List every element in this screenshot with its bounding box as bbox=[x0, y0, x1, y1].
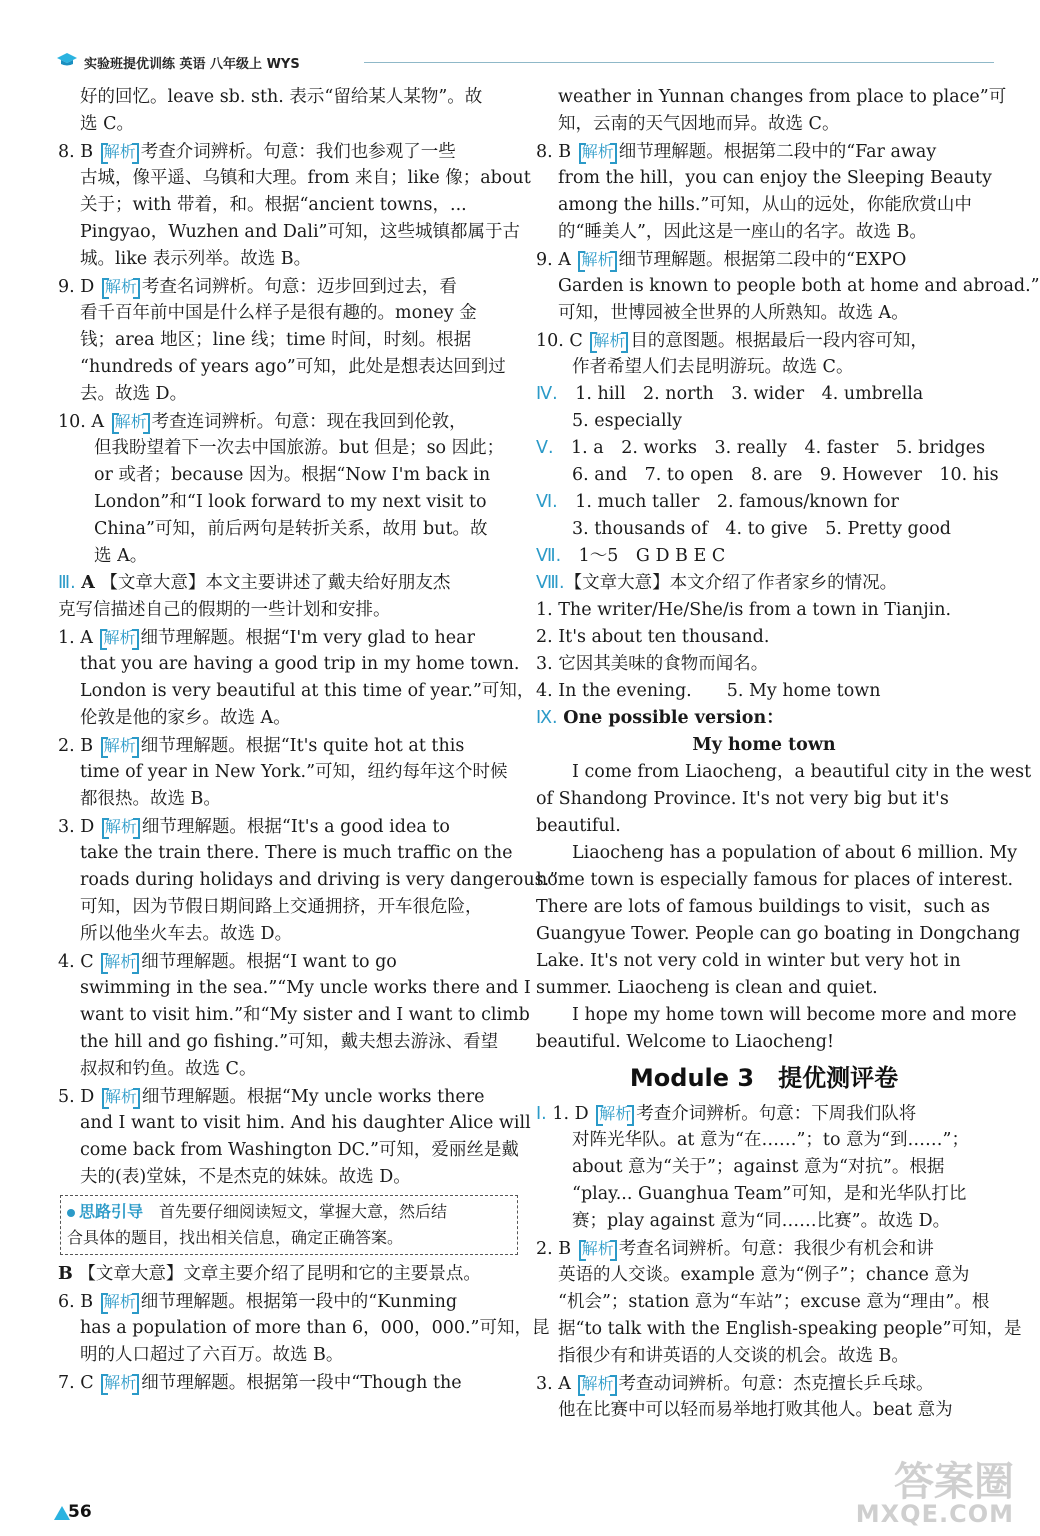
essay-line: home town is especially famous for places of interest. bbox=[536, 870, 1014, 890]
text-line: 3. 它因其美味的食物而闻名。 bbox=[536, 654, 769, 674]
roman-numeral: Ⅰ. bbox=[536, 1104, 547, 1124]
analysis-tag: 解析 bbox=[596, 1100, 634, 1127]
text-line: 克写信描述自己的假期的一些计划和安排。 bbox=[58, 600, 391, 620]
tip-line: 合具体的题目，找出相关信息，确定正确答案。 bbox=[67, 1228, 404, 1247]
module-answer-3: 3. A 解析 考查动词辨析。句意：杰克擅长乒乓球。 bbox=[536, 1370, 992, 1397]
tip-line: 思路引导 首先要仔细阅读短文，掌握大意，然后结 bbox=[67, 1199, 511, 1225]
text-line: 4. In the evening. 5. My home town bbox=[536, 681, 881, 701]
essay-line: summer. Liaocheng is clean and quiet. bbox=[536, 978, 878, 998]
page-header bbox=[52, 44, 992, 72]
text-line: has a population of more than 6，000，000.”可知，昆 bbox=[80, 1318, 550, 1338]
text-line: 但我盼望着下一次去中国旅游。but 但是；so 因此； bbox=[94, 438, 505, 458]
text-line: 他在比赛中可以轻而易举地打败其他人。beat 意为 bbox=[558, 1400, 953, 1420]
text-line: take the train there. There is much traffic on the bbox=[80, 843, 513, 863]
section-b-header: B 【文章大意】文章主要介绍了昆明和它的主要景点。 bbox=[58, 1264, 481, 1284]
analysis-tag: 解析 bbox=[101, 732, 139, 759]
analysis-tag: 解析 bbox=[102, 813, 140, 840]
essay-line: Liaocheng has a population of about 6 million. My bbox=[572, 843, 1018, 863]
text-line: 英语的人交谈。example 意为“例子”；chance 意为 bbox=[558, 1265, 970, 1285]
text-line: 好的回忆。leave sb. sth. 表示“留给某人某物”。故 bbox=[80, 87, 483, 107]
text-line: roads during holidays and driving is very dangerous.” bbox=[80, 870, 559, 890]
answer-6: 6. B 解析 细节理解题。根据第一段中的“Kunming bbox=[58, 1288, 518, 1315]
text-line: 2. It's about ten thousand. bbox=[536, 627, 770, 647]
text-line: 对阵光华队。at 意为“在……”；to 意为“到……”； bbox=[572, 1130, 969, 1150]
section-8: Ⅷ.【文章大意】本文介绍了作者家乡的情况。 bbox=[536, 573, 898, 593]
text-line: 伦敦是他的家乡。故选 A。 bbox=[80, 708, 291, 728]
section-5: Ⅴ. 1. a 2. works 3. really 4. faster 5. bridges bbox=[536, 438, 986, 458]
text-line: Pingyao，Wuzhen and Dali”可知，这些城镇都属于古 bbox=[80, 222, 521, 242]
answer-2: 2. B 解析 细节理解题。根据“It's quite hot at this bbox=[58, 732, 518, 759]
graduation-cap-icon bbox=[56, 52, 78, 68]
answer-9: 9. A 解析 细节理解题。根据第二段中的“EXPO bbox=[536, 246, 992, 273]
text-line: 关于；with 带着，和。根据“ancient towns，... bbox=[80, 195, 467, 215]
analysis-tag: 解析 bbox=[102, 273, 140, 300]
text-line: time of year in New York.”可知，纽约每年这个时候 bbox=[80, 762, 508, 782]
answer-10: 10. A 解析 考查连词辨析。句意：现在我回到伦敦， bbox=[58, 408, 518, 435]
section-9: Ⅸ. One possible version： bbox=[536, 708, 784, 728]
text-line: “机会”；station 意为“车站”；excuse 意为“理由”。根 bbox=[558, 1292, 990, 1312]
answer-10: 10. C 解析 目的意图题。根据最后一段内容可知， bbox=[536, 327, 992, 354]
text-line: from the hill，you can enjoy the Sleeping Beauty bbox=[558, 168, 992, 188]
roman-numeral: Ⅴ. bbox=[536, 438, 554, 458]
analysis-tag: 解析 bbox=[590, 327, 628, 354]
analysis-tag: 解析 bbox=[100, 624, 138, 651]
text-line: 所以他坐火车去。故选 D。 bbox=[80, 924, 293, 944]
text-line: 城。like 表示列举。故选 B。 bbox=[80, 249, 312, 269]
text-line: that you are having a good trip in my home town. bbox=[80, 654, 520, 674]
text-line: and I want to visit him. And his daughter Alice will bbox=[80, 1113, 531, 1133]
module-answer-2: 2. B 解析 考查名词辨析。句意：我很少有机会和讲 bbox=[536, 1235, 992, 1262]
text-line: weather in Yunnan changes from place to place”可 bbox=[558, 87, 1007, 107]
essay-line: beautiful. Welcome to Liaocheng! bbox=[536, 1032, 834, 1052]
analysis-tag: 解析 bbox=[112, 408, 150, 435]
analysis-tag: 解析 bbox=[101, 948, 139, 975]
bullet-icon bbox=[67, 1209, 75, 1217]
text-line: London is very beautiful at this time of year.”可知， bbox=[80, 681, 535, 701]
text-line: China”可知，前后两句是转折关系，故用 but。故 bbox=[94, 519, 488, 539]
text-line: 据“to talk with the English-speaking people”可知，是 bbox=[558, 1319, 1022, 1339]
text-line: “hundreds of years ago”可知，此处是想表达回到过 bbox=[80, 357, 506, 377]
analysis-tag: 解析 bbox=[101, 138, 139, 165]
text-line: 知，云南的天气因地而异。故选 C。 bbox=[558, 114, 840, 134]
analysis-tag: 解析 bbox=[578, 1370, 616, 1397]
watermark: 答案圈 MXQE.COM bbox=[855, 1459, 1014, 1528]
text-line: about 意为“关于”；against 意为“对抗”。根据 bbox=[572, 1157, 945, 1177]
section-6: Ⅵ. 1. much taller 2. famous/known for bbox=[536, 492, 899, 512]
answer-5: 5. D 解析 细节理解题。根据“My uncle works there bbox=[58, 1083, 518, 1110]
analysis-tag: 解析 bbox=[579, 1235, 617, 1262]
roman-numeral: Ⅶ. bbox=[536, 546, 562, 566]
answer-7: 7. C 解析 细节理解题。根据第一段中“Though the bbox=[58, 1369, 518, 1396]
text-line: 5. especially bbox=[572, 411, 683, 431]
analysis-tag: 解析 bbox=[578, 246, 616, 273]
text-line: 古城，像平遥、乌镇和大理。from 来自；like 像；about bbox=[80, 168, 531, 188]
essay-title: My home town bbox=[692, 735, 836, 755]
text-line: among the hills.”可知，从山的远处，你能欣赏山中 bbox=[558, 195, 972, 215]
text-line: “play... Guanghua Team”可知，是和光华队打比 bbox=[572, 1184, 967, 1204]
text-line: 赛；play against 意为“同……比赛”。故选 D。 bbox=[572, 1211, 951, 1231]
answer-8: 8. B 解析 细节理解题。根据第二段中的“Far away bbox=[536, 138, 992, 165]
text-line: swimming in the sea.”“My uncle works there and I bbox=[80, 978, 531, 998]
text-line: 叔叔和钓鱼。故选 C。 bbox=[80, 1059, 257, 1079]
essay-line: of Shandong Province. It's not very big but it's bbox=[536, 789, 949, 809]
roman-numeral: Ⅳ. bbox=[536, 384, 558, 404]
essay-line: Guangyue Tower. People can go boating in Dongchang bbox=[536, 924, 1021, 944]
roman-numeral: Ⅸ. bbox=[536, 708, 558, 728]
text-line: Garden is known to people both at home and abroad.” bbox=[558, 276, 1040, 296]
module-title: Module 3 提优测评卷 bbox=[629, 1064, 899, 1092]
essay-line: I hope my home town will become more and more bbox=[572, 1005, 1017, 1025]
text-line: 钱；area 地区；line 线；time 时间，时刻。根据 bbox=[80, 330, 472, 350]
right-column bbox=[536, 84, 1040, 1424]
text-line: 去。故选 D。 bbox=[80, 384, 188, 404]
text-line: or 或者；because 因为。根据“Now I'm back in bbox=[94, 465, 491, 485]
module-answer-1: Ⅰ. 1. D 解析 考查介词辨析。句意：下周我们队将 bbox=[536, 1100, 992, 1127]
text-line: 看千百年前中国是什么样子是很有趣的。money 金 bbox=[80, 303, 477, 323]
essay-line: beautiful. bbox=[536, 816, 621, 836]
page-number: 56 bbox=[54, 1502, 102, 1528]
essay-line: There are lots of famous buildings to visit，such as bbox=[536, 897, 990, 917]
tip-label: 思路引导 bbox=[79, 1202, 144, 1221]
text-line: 夫的(表)堂妹，不是杰克的妹妹。故选 D。 bbox=[80, 1167, 411, 1187]
book-title: 实验班提优训练 英语 八年级上 WYS bbox=[84, 57, 300, 72]
text-line: 3. thousands of 4. to give 5. Pretty good bbox=[572, 519, 952, 539]
text-line: 的“睡美人”，因此这是一座山的名字。故选 B。 bbox=[558, 222, 927, 242]
section-7: Ⅶ. 1～5 G D B E C bbox=[536, 546, 726, 566]
answer-8: 8. B 解析 考查介词辨析。句意：我们也参观了一些 bbox=[58, 138, 518, 165]
answer-9: 9. D 解析 考查名词辨析。句意：迈步回到过去，看 bbox=[58, 273, 518, 300]
essay-line: I come from Liaocheng，a beautiful city in the west bbox=[572, 762, 1032, 782]
analysis-tag: 解析 bbox=[102, 1083, 140, 1110]
header-rule bbox=[364, 62, 994, 63]
analysis-tag: 解析 bbox=[101, 1369, 139, 1396]
answer-3: 3. D 解析 细节理解题。根据“It's a good idea to bbox=[58, 813, 518, 840]
text-line: 指很少有和讲英语的人交谈的机会。故选 B。 bbox=[558, 1346, 909, 1366]
text-line: 都很热。故选 B。 bbox=[80, 789, 221, 809]
text-line: 6. and 7. to open 8. are 9. However 10. his bbox=[572, 465, 999, 485]
text-line: 选 C。 bbox=[80, 114, 134, 134]
roman-numeral: Ⅷ. bbox=[536, 573, 565, 593]
text-line: 明的人口超过了六百万。故选 B。 bbox=[80, 1345, 344, 1365]
text-line: 可知，世博园被全世界的人所熟知。故选 A。 bbox=[558, 303, 909, 323]
roman-numeral: Ⅲ. bbox=[58, 573, 76, 593]
text-line: the hill and go fishing.”可知，戴夫想去游泳、看望 bbox=[80, 1032, 499, 1052]
section-3-header: Ⅲ. A 【文章大意】本文主要讲述了戴夫给好朋友杰 bbox=[58, 573, 451, 593]
text-line: want to visit him.”和“My sister and I want to climb bbox=[80, 1005, 530, 1025]
essay-line: Lake. It's not very cold in winter but very hot in bbox=[536, 951, 961, 971]
tip-box bbox=[60, 1195, 518, 1255]
roman-numeral: Ⅵ. bbox=[536, 492, 558, 512]
section-4: Ⅳ. 1. hill 2. north 3. wider 4. umbrella bbox=[536, 384, 924, 404]
text-line: London”和“I look forward to my next visit to bbox=[94, 492, 487, 512]
text-line: come back from Washington DC.”可知，爱丽丝是戴 bbox=[80, 1140, 519, 1160]
text-line: 1. The writer/He/She/is from a town in Tianjin. bbox=[536, 600, 952, 620]
analysis-tag: 解析 bbox=[101, 1288, 139, 1315]
text-line: 选 A。 bbox=[94, 546, 148, 566]
answer-1: 1. A 解析 细节理解题。根据“I'm very glad to hear bbox=[58, 624, 518, 651]
analysis-tag: 解析 bbox=[579, 138, 617, 165]
text-line: 作者希望人们去昆明游玩。故选 C。 bbox=[572, 357, 854, 377]
text-line: 可知，因为节假日期间路上交通拥挤，开车很危险， bbox=[80, 897, 483, 917]
answer-4: 4. C 解析 细节理解题。根据“I want to go bbox=[58, 948, 518, 975]
